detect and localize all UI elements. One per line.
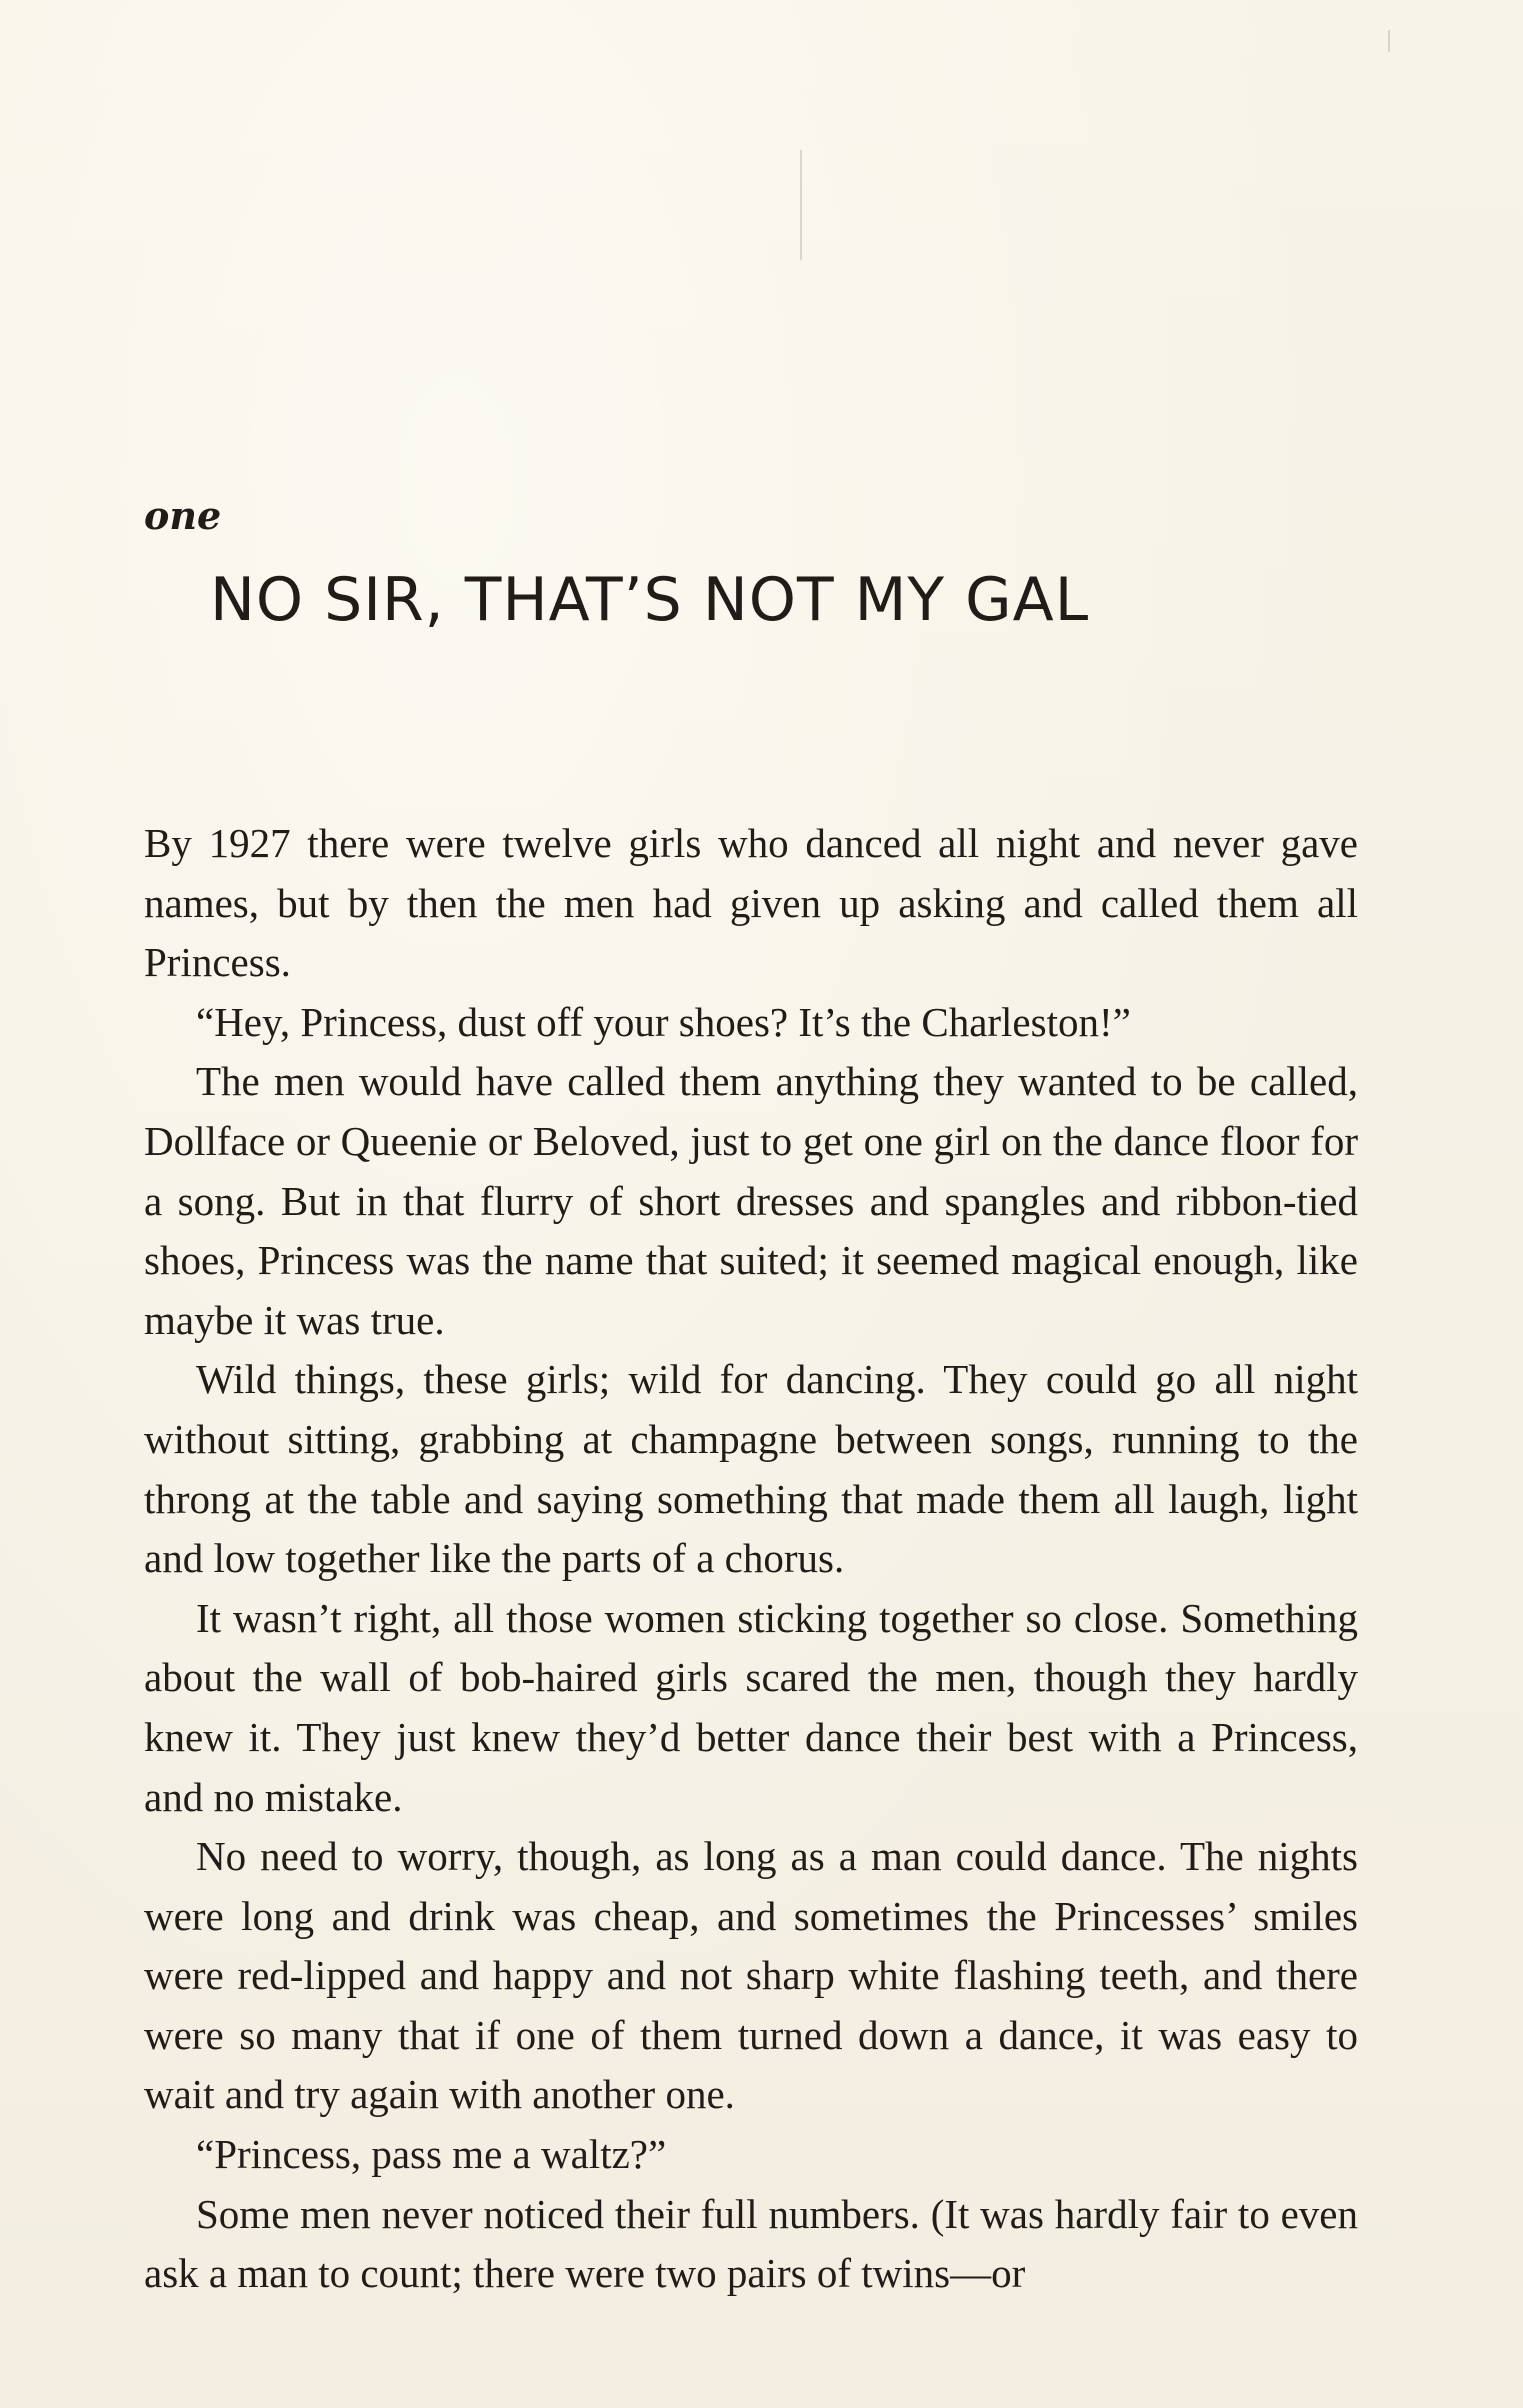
chapter-title: NO SIR, THAT’S NOT MY GAL [210, 565, 1090, 635]
paper-speck [1388, 30, 1390, 52]
paragraph: By 1927 there were twelve girls who danced all night and never gave names, but by then the men had given up asking and called them all Princess. [144, 820, 1358, 986]
paragraph: “Hey, Princess, dust off your shoes? It’s the Charleston!” [196, 998, 1131, 1045]
paper-speck [800, 150, 802, 260]
paragraph: Some men never noticed their full numbers. (It was hardly fair to even ask a man to count; there were two pairs of twins—or [144, 2190, 1358, 2297]
paragraph: Wild things, these girls; wild for dancing. They could go all night without sitting, grabbing at champagne between songs, running to the throng at the table and saying something that made them all laugh, light and low together like the parts of a chorus. [144, 1356, 1358, 1582]
paragraph: “Princess, pass me a waltz?” [196, 2131, 667, 2178]
chapter-number: one [144, 493, 222, 538]
paragraph: It wasn’t right, all those women sticking together so close. Something about the wall of bob-haired girls scared the men, though they hardly knew it. They just knew they’d better dance their best with a Princess, and no mistake. [144, 1594, 1358, 1820]
paragraph: The men would have called them anything they wanted to be called, Dollface or Queenie or Beloved, just to get one girl on the dance floor for a song. But in that flurry of short dresses and spangles and ribbon-tied shoes, Princess was the name that suited; it seemed magical enough, like maybe it was true. [144, 1058, 1358, 1343]
paragraph: No need to worry, though, as long as a man could dance. The nights were long and drink was cheap, and sometimes the Princesses’ smiles were red-lipped and happy and not sharp white flashing teeth, and there were so many that if one of them turned down a dance, it was easy to wait and try again with another one. [144, 1833, 1358, 2118]
chapter-body [144, 814, 1358, 2304]
